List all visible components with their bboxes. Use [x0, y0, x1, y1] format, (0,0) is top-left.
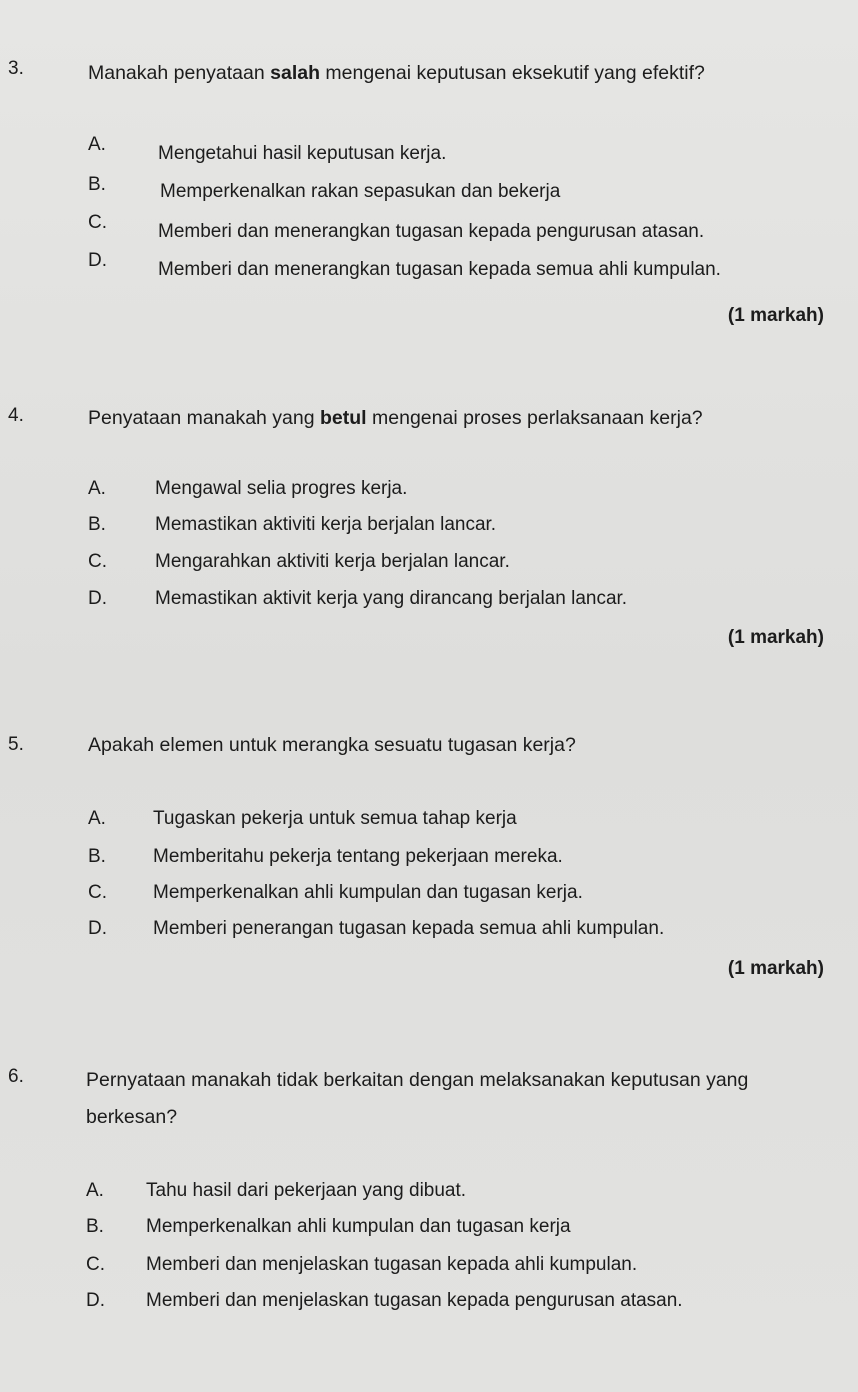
question-number: 6. — [8, 1066, 24, 1087]
question-stem: Apakah elemen untuk merangka sesuatu tugasan kerja? — [88, 734, 576, 756]
option-text: Mengarahkan aktiviti kerja berjalan lancar. — [155, 551, 510, 572]
option-text: Memastikan aktiviti kerja berjalan lancar. — [155, 514, 497, 535]
option-text: Mengetahui hasil keputusan kerja. — [158, 143, 447, 164]
option-letter: C. — [86, 1254, 105, 1275]
marks-label: (1 markah) — [727, 958, 824, 979]
option-text: Memperkenalkan ahli kumpulan dan tugasan kerja. — [153, 882, 583, 903]
option-text: Memperkenalkan ahli kumpulan dan tugasan kerja — [146, 1216, 571, 1237]
option-letter: A. — [86, 1180, 104, 1201]
option-text: Memberi penerangan tugasan kepada semua ahli kumpulan. — [153, 918, 665, 939]
question-stem: Manakah penyataan salah mengenai keputusan eksekutif yang efektif? — [88, 62, 705, 84]
question-number: 4. — [8, 405, 24, 426]
option-letter: B. — [88, 514, 106, 535]
option-letter: C. — [88, 212, 107, 233]
question-number: 3. — [8, 58, 24, 79]
option-letter: B. — [86, 1216, 104, 1237]
option-letter: A. — [88, 134, 106, 155]
option-text: Memberi dan menjelaskan tugasan kepada ahli kumpulan. — [146, 1254, 638, 1275]
option-text: Memberi dan menerangkan tugasan kepada semua ahli kumpulan. — [158, 259, 721, 280]
emphasis-word: salah — [270, 62, 321, 84]
option-text: Memberitahu pekerja tentang pekerjaan mereka. — [153, 846, 563, 867]
option-letter: C. — [88, 882, 107, 903]
marks-label: (1 markah) — [727, 305, 824, 326]
option-letter: D. — [88, 588, 107, 609]
option-letter: B. — [88, 846, 106, 867]
question-stem: Penyataan manakah yang betul mengenai proses perlaksanaan kerja? — [88, 407, 703, 429]
option-letter: C. — [88, 551, 107, 572]
emphasis-word: betul — [320, 407, 367, 429]
option-text: Tugaskan pekerja untuk semua tahap kerja — [153, 808, 517, 829]
option-text: Mengawal selia progres kerja. — [155, 478, 408, 499]
option-text: Memperkenalkan rakan sepasukan dan bekerja — [160, 181, 561, 202]
option-letter: B. — [88, 174, 106, 195]
option-text: Tahu hasil dari pekerjaan yang dibuat. — [146, 1180, 467, 1201]
option-text: Memberi dan menerangkan tugasan kepada pengurusan atasan. — [158, 221, 705, 242]
question-stem-line-2: berkesan? — [86, 1106, 178, 1128]
question-number: 5. — [8, 734, 24, 755]
option-text: Memastikan aktivit kerja yang dirancang berjalan lancar. — [155, 588, 628, 609]
option-text: Memberi dan menjelaskan tugasan kepada pengurusan atasan. — [146, 1290, 683, 1311]
option-letter: D. — [88, 250, 107, 271]
option-letter: A. — [88, 478, 106, 499]
option-letter: A. — [88, 808, 106, 829]
option-letter: D. — [88, 918, 107, 939]
question-stem-line-1: Pernyataan manakah tidak berkaitan dengan melaksanakan keputusan yang — [86, 1069, 749, 1091]
marks-label: (1 markah) — [727, 627, 824, 648]
option-letter: D. — [86, 1290, 105, 1311]
